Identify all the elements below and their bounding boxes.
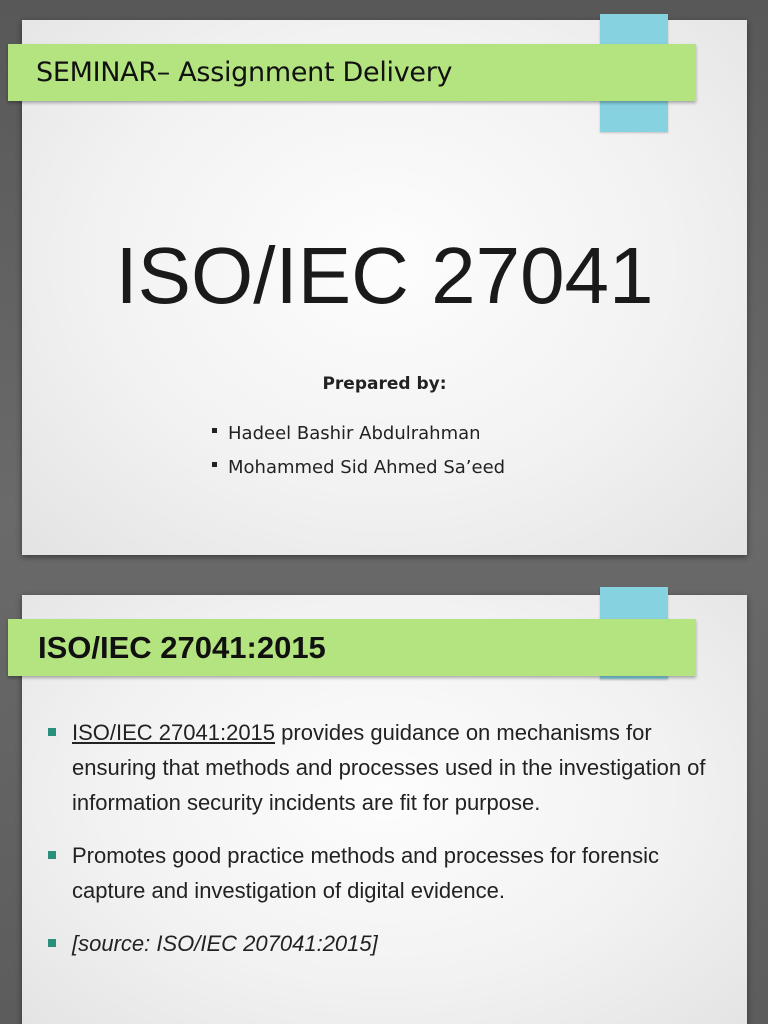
- bullet-text: provides guidance on mechanisms for ensuring that methods and processes used in the investigation of information security incidents are fit for purpose.: [72, 720, 706, 815]
- bullet-square-icon: [48, 851, 56, 859]
- bullet-text: Promotes good practice methods and processes for forensic capture and investigation of digital evidence.: [72, 843, 659, 903]
- banner-title: [36, 57, 452, 88]
- banner-title-rest: Assignment Delivery: [169, 57, 453, 88]
- banner-title: ISO/IEC 27041:2015: [38, 629, 326, 665]
- slide-content: [22, 595, 747, 1024]
- bullet-square-icon: [48, 939, 56, 947]
- author-name: Hadeel Bashir Abdulrahman: [228, 422, 481, 444]
- standard-link[interactable]: ISO/IEC 27041:2015: [72, 720, 276, 745]
- bullet-square-icon: [212, 462, 217, 467]
- author-item: [212, 416, 505, 450]
- bullet-item: [48, 926, 718, 961]
- bullet-item: [48, 838, 718, 908]
- bullet-list: [48, 715, 718, 979]
- author-list: [212, 416, 505, 484]
- bullet-square-icon: [212, 428, 217, 433]
- bullet-item: [48, 715, 718, 820]
- banner-title-prefix: SEMINAR–: [36, 57, 170, 88]
- author-name: Mohammed Sid Ahmed Sa’eed: [228, 456, 506, 478]
- title-banner: [8, 44, 696, 101]
- main-title: ISO/IEC 27041: [115, 231, 654, 320]
- slide-title: [22, 20, 747, 555]
- title-banner: [8, 619, 696, 676]
- author-item: [212, 450, 505, 484]
- prepared-by-label: Prepared by:: [322, 374, 447, 394]
- bullet-square-icon: [48, 728, 56, 736]
- source-citation: [source: ISO/IEC 207041:2015]: [72, 931, 378, 956]
